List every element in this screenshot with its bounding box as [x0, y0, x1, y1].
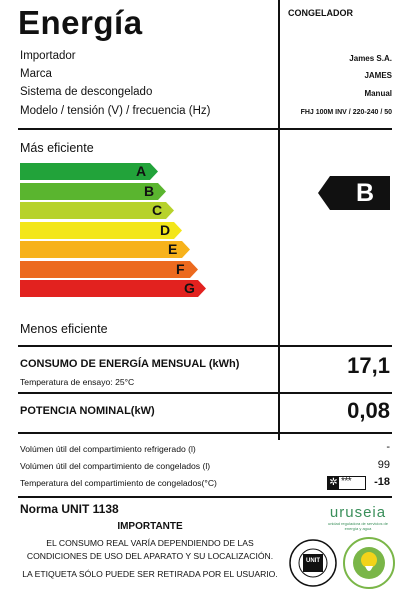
freezer-temp-value: -18	[374, 476, 390, 488]
appliance-category: CONGELADOR	[288, 8, 353, 18]
efficiency-bar-f	[20, 261, 200, 278]
divider	[18, 496, 392, 498]
label-title: Energía	[18, 4, 143, 41]
snowflake-icon: ✲	[329, 477, 338, 488]
info-value-brand: JAMES	[364, 71, 392, 80]
efficiency-bar-letter: E	[168, 241, 178, 257]
unit-seal	[288, 538, 338, 593]
efficiency-bar-a	[20, 163, 160, 180]
volume-frozen-label: Volúmen útil del compartimiento de congelados (l)	[20, 461, 211, 471]
star-rating: ***	[341, 476, 352, 487]
norma: Norma UNIT 1138	[20, 502, 119, 516]
unit-seal-text: UNIT	[306, 558, 320, 564]
info-label-brand: Marca	[20, 68, 52, 80]
volume-refrigerated-value: -	[386, 441, 390, 453]
rated-class-letter: B	[355, 179, 375, 207]
efficiency-bar-letter: B	[144, 182, 155, 199]
efficiency-bar-letter: D	[160, 221, 171, 238]
power-label: POTENCIA NOMINAL(kW)	[20, 405, 155, 417]
consumption-value: 17,1	[347, 353, 390, 378]
efficiency-bar-d	[20, 222, 184, 239]
rated-class-arrow	[318, 176, 390, 215]
efficiency-seal-graphic	[342, 536, 396, 590]
ursea-logo-sub: unidad reguladora de servicios de energía y agua	[327, 521, 389, 531]
info-value-importer: James S.A.	[349, 54, 392, 63]
efficiency-bar-letter: G	[184, 280, 195, 296]
star-rating-box	[327, 476, 366, 490]
efficiency-bar-g	[20, 280, 208, 297]
efficiency-bar-letter: A	[136, 163, 147, 179]
info-label-model: Modelo / tensión (V) / frecuencia (Hz)	[20, 105, 211, 117]
scale-top-label: Más eficiente	[20, 141, 94, 155]
info-label-defrost: Sistema de descongelado	[20, 86, 153, 98]
divider	[18, 432, 392, 434]
efficiency-bar-letter: F	[176, 260, 185, 277]
column-divider	[278, 0, 280, 440]
scale-bottom-label: Menos eficiente	[20, 322, 108, 336]
divider	[18, 345, 392, 347]
consumption-label: CONSUMO DE ENERGÍA MENSUAL (kWh)	[20, 358, 240, 370]
efficiency-seal	[342, 536, 396, 595]
important-text-1: EL CONSUMO REAL VARÍA DEPENDIENDO DE LAS CONDICIONES DE USO DEL APARATO Y SU LOCALIZACIÓN.	[26, 538, 274, 561]
important-text-2: LA ETIQUETA SÓLO PUEDE SER RETIRADA POR EL USUARIO.	[22, 569, 278, 579]
volume-refrigerated-label: Volúmen útil del compartimiento refrigerado (l)	[20, 444, 196, 454]
test-temperature: Temperatura de ensayo: 25°C	[20, 377, 135, 387]
info-value-defrost: Manual	[364, 89, 392, 98]
freezer-temp-label: Temperatura del compartimiento de congelados(°C)	[20, 478, 217, 488]
efficiency-bar-c	[20, 202, 176, 219]
info-label-importer: Importador	[20, 50, 76, 62]
volume-frozen-value: 99	[377, 459, 390, 471]
ursea-logo-name: uruseia	[329, 504, 387, 521]
efficiency-bar-e	[20, 241, 192, 258]
info-value-model: FHJ 100M INV / 220-240 / 50	[300, 109, 392, 116]
divider	[18, 392, 392, 394]
ursea-logo	[322, 504, 394, 531]
efficiency-bar-letter: C	[152, 202, 163, 218]
important-title: IMPORTANTE	[117, 521, 183, 532]
power-value: 0,08	[347, 398, 390, 423]
efficiency-bar-b	[20, 183, 168, 200]
divider	[18, 128, 392, 130]
